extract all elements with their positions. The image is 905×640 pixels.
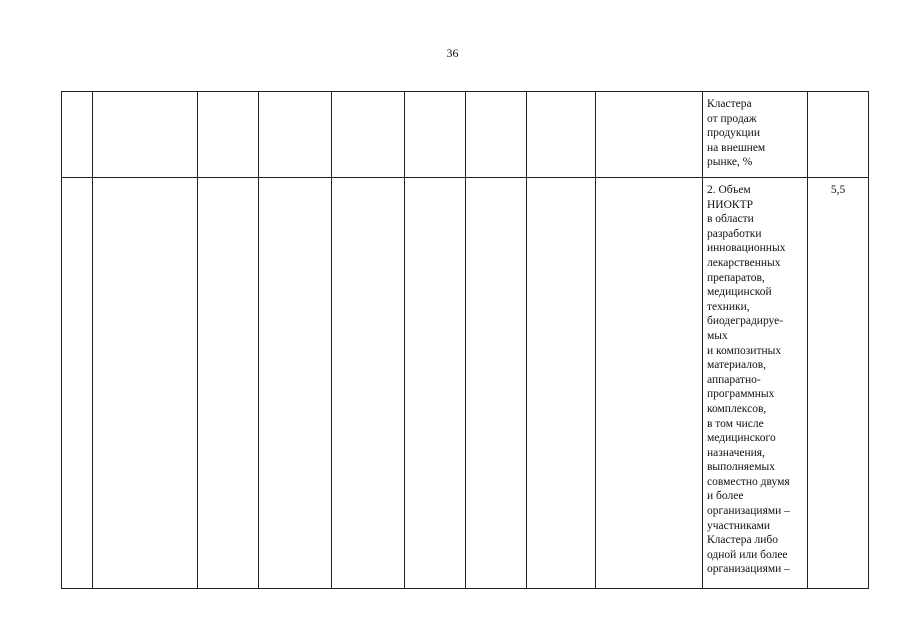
table-cell-empty xyxy=(259,178,332,589)
table-cell-empty xyxy=(596,178,703,589)
table-cell-empty xyxy=(527,178,596,589)
page-number: 36 xyxy=(446,46,459,60)
table-cell-empty xyxy=(466,92,527,178)
indicator-cell: 2. Объем НИОКТР в области разработки инновационных лекарственных препаратов, медицинской техники, биодеградируе- мых и композитных материалов, аппаратно- программных комплексов, в том числе медицинского назначения, выполняемых совместно двумя и более организациями – участниками Кластера либо одной или более организациями – xyxy=(703,178,808,589)
table-cell-empty xyxy=(62,92,93,178)
table-cell-empty xyxy=(596,92,703,178)
table-cell-empty xyxy=(93,92,198,178)
table-cell-empty xyxy=(466,178,527,589)
table-cell-empty xyxy=(332,178,405,589)
indicators-table xyxy=(61,91,869,589)
table-cell-empty xyxy=(93,178,198,589)
table-row xyxy=(62,92,869,178)
table-cell-empty xyxy=(62,178,93,589)
table-cell-empty xyxy=(259,92,332,178)
value-cell xyxy=(808,92,869,178)
table-cell-empty xyxy=(198,178,259,589)
table-cell-empty xyxy=(405,92,466,178)
table-cell-empty xyxy=(405,178,466,589)
value-cell: 5,5 xyxy=(808,178,869,589)
table-cell-empty xyxy=(527,92,596,178)
table-row xyxy=(62,178,869,589)
indicator-cell: Кластера от продаж продукции на внешнем рынке, % xyxy=(703,92,808,178)
table-cell-empty xyxy=(332,92,405,178)
table-cell-empty xyxy=(198,92,259,178)
